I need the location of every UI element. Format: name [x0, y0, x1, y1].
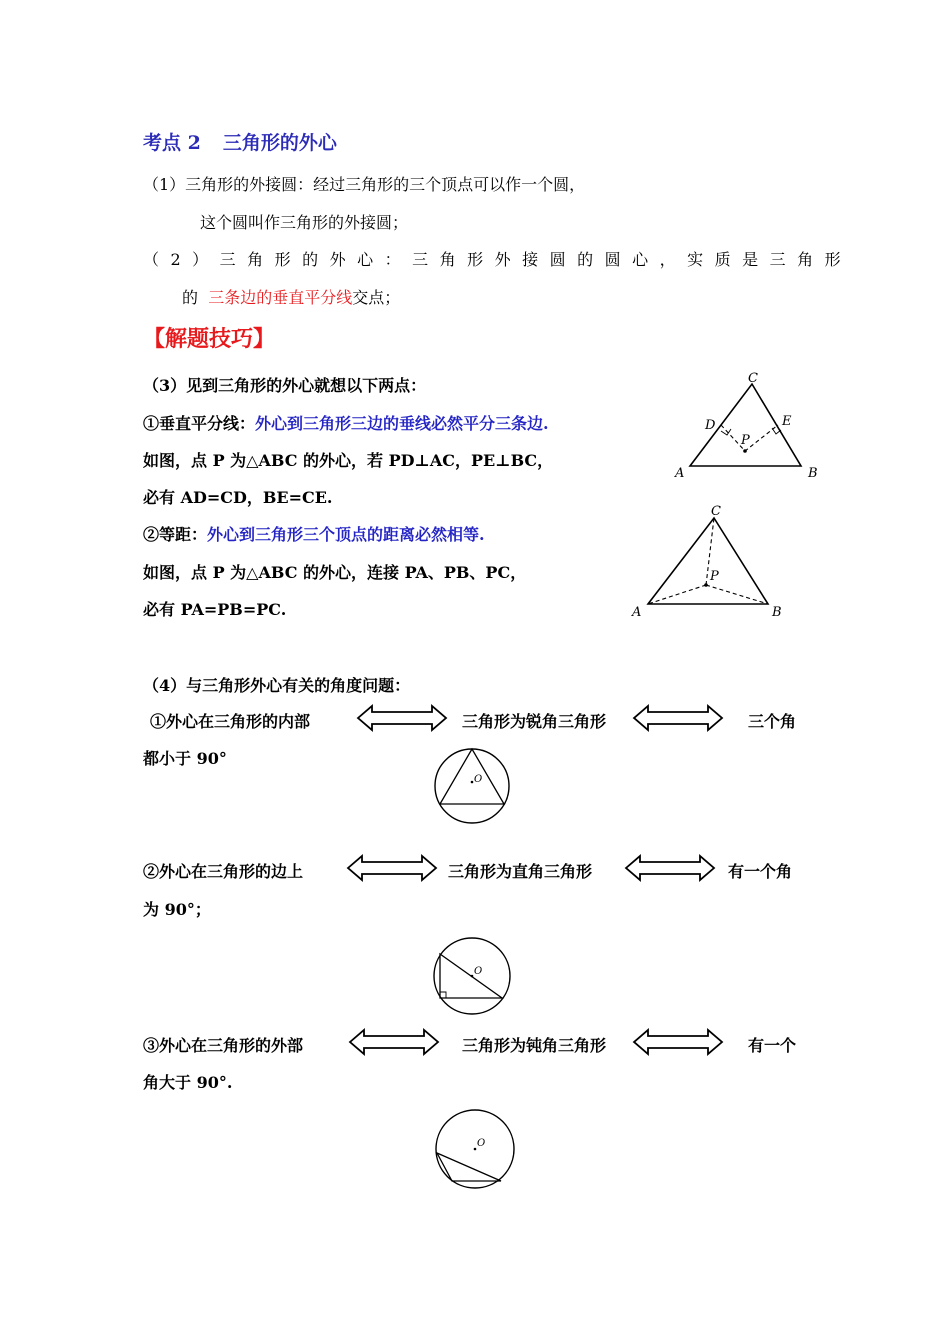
tip3-point1: [143, 411, 549, 434]
fig1-label-e: E: [782, 414, 792, 429]
case3-right: 有一个: [748, 1036, 797, 1055]
fig1-label-p: P: [741, 433, 750, 448]
double-arrow-icon: [624, 853, 716, 883]
point2-result: 必有 PA=PB=PC.: [143, 600, 287, 619]
right-circumcircle-figure: [430, 934, 514, 1018]
fig2-label-c: C: [711, 504, 721, 519]
fig1-label-d: D: [705, 418, 716, 433]
section-title-text: 三角形的外心: [222, 132, 337, 154]
circle-center-label: O: [474, 774, 483, 785]
point2-text: 外心到三角形三个顶点的距离必然相等.: [207, 525, 485, 544]
fig1-label-c: C: [748, 371, 758, 386]
fig2-label-p: P: [710, 569, 719, 584]
tip4-intro: （4）与三角形外心有关的角度问题：: [143, 676, 411, 695]
circle-center-label: O: [474, 966, 483, 977]
case2-left: ②外心在三角形的边上: [143, 862, 304, 881]
case1-mid: 三角形为锐角三角形: [462, 712, 607, 731]
double-arrow-icon: [632, 703, 724, 733]
def2-prefix: 的: [182, 288, 199, 307]
figure-equal-distance: [626, 496, 796, 624]
point2-example: 如图，点 P 为△ABC 的外心，连接 PA、PB、PC，: [143, 563, 527, 582]
case1-left: ①外心在三角形的内部: [150, 712, 311, 731]
fig2-label-a: A: [632, 605, 642, 620]
def2-suffix: 交点；: [352, 288, 401, 307]
section-title: [143, 128, 337, 155]
tips-heading: 【解题技巧】: [143, 326, 276, 352]
point1-result: 必有 AD=CD，BE=CE.: [143, 488, 333, 507]
def2-line1: （2）三角形的外心：三角形外接圆的圆心，实质是三角形: [143, 250, 853, 269]
case2-mid: 三角形为直角三角形: [448, 862, 593, 881]
section-number: 考点 2: [143, 132, 201, 154]
obtuse-circumcircle-figure: [432, 1106, 518, 1192]
double-arrow-icon: [356, 703, 448, 733]
case1-right: 三个角: [748, 712, 797, 731]
double-arrow-icon: [632, 1027, 724, 1057]
fig1-label-a: A: [675, 466, 685, 481]
case3-cont: 角大于 90°.: [143, 1073, 233, 1092]
acute-circumcircle-figure: [432, 746, 512, 826]
case2-cont: 为 90°；: [143, 900, 211, 919]
def2-line2: [182, 285, 400, 308]
def2-highlight: 三条边的垂直平分线: [208, 288, 353, 307]
def1-line1: （1）三角形的外接圆：经过三角形的三个顶点可以作一个圆，: [143, 175, 586, 194]
circle-center-label: O: [477, 1138, 486, 1149]
fig2-label-b: B: [772, 605, 782, 620]
point2-label: ②等距：: [143, 525, 208, 544]
case3-left: ③外心在三角形的外部: [143, 1036, 304, 1055]
def1-line2: 这个圆叫作三角形的外接圆；: [200, 213, 409, 232]
double-arrow-icon: [348, 1027, 440, 1057]
tip3-intro: （3）见到三角形的外心就想以下两点：: [143, 376, 427, 395]
case1-cont: 都小于 90°: [143, 749, 227, 768]
point1-text: 外心到三角形三边的垂线必然平分三条边.: [255, 414, 549, 433]
case3-mid: 三角形为钝角三角形: [462, 1036, 607, 1055]
point1-example: 如图，点 P 为△ABC 的外心，若 PD⊥AC，PE⊥BC，: [143, 451, 554, 470]
fig1-label-b: B: [808, 466, 818, 481]
case2-right: 有一个角: [728, 862, 793, 881]
figure-perpendicular-bisector: [668, 366, 828, 484]
point1-label: ①垂直平分线：: [143, 414, 256, 433]
double-arrow-icon: [346, 853, 438, 883]
tip3-point2: [143, 522, 485, 545]
